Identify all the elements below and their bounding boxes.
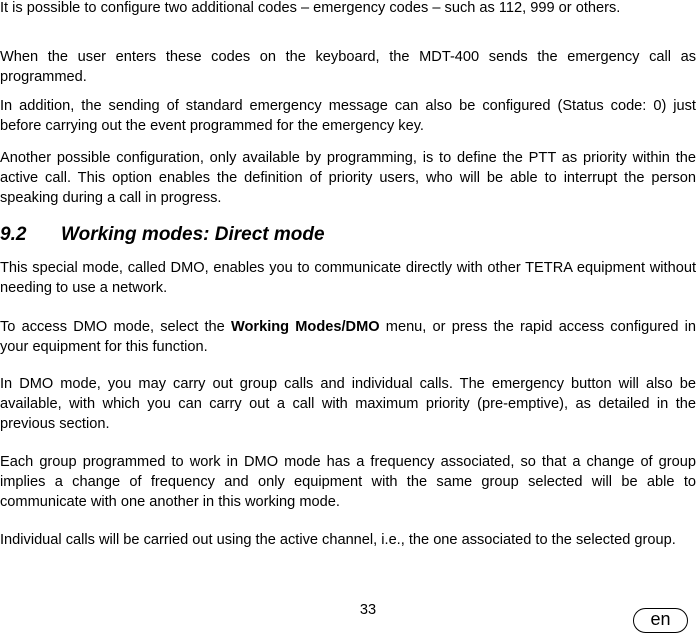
paragraph-emergency-call: When the user enters these codes on the keyboard, the MDT-400 sends the emergency call as programmed. — [0, 49, 696, 85]
paragraph-dmo-intro: This special mode, called DMO, enables you to communicate directly with other TETRA equipment without needing to use a network. — [0, 260, 696, 296]
page-number: 33 — [359, 602, 377, 618]
access-text-after: menu, or press the rapid access configured in your equipment for this function. — [0, 319, 696, 355]
language-badge: en — [633, 608, 688, 633]
section-title: Working modes: Direct mode — [61, 224, 325, 245]
access-text-before: To access DMO mode, select the — [0, 319, 231, 335]
paragraph-ptt-priority: Another possible configuration, only available by programming, is to define the PTT as priority within the active call. This option enables the definition of priority users, who will be able to interrupt the person speaking during a call in progress. — [0, 150, 696, 206]
paragraph-emergency-codes: It is possible to configure two additional codes – emergency codes – such as 112, 999 or others. — [0, 0, 621, 16]
paragraph-dmo-calls: In DMO mode, you may carry out group calls and individual calls. The emergency button will also be available, with which you can carry out a call with maximum priority (pre-emptive), as detailed in the previous section. — [0, 376, 696, 432]
paragraph-dmo-access — [0, 317, 696, 357]
section-heading — [0, 222, 696, 248]
paragraph-individual-calls: Individual calls will be carried out using the active channel, i.e., the one associated to the selected group. — [0, 532, 676, 548]
section-number: 9.2 — [0, 224, 27, 245]
paragraph-dmo-groups: Each group programmed to work in DMO mode has a frequency associated, so that a change of group implies a change of frequency and only equipment with the same group selected will be able to communicate with one another in this working mode. — [0, 454, 696, 510]
paragraph-standard-emergency-message: In addition, the sending of standard emergency message can also be configured (Status code: 0) just before carrying out the event programmed for the emergency key. — [0, 98, 696, 134]
menu-path: Working Modes/DMO — [230, 319, 380, 335]
